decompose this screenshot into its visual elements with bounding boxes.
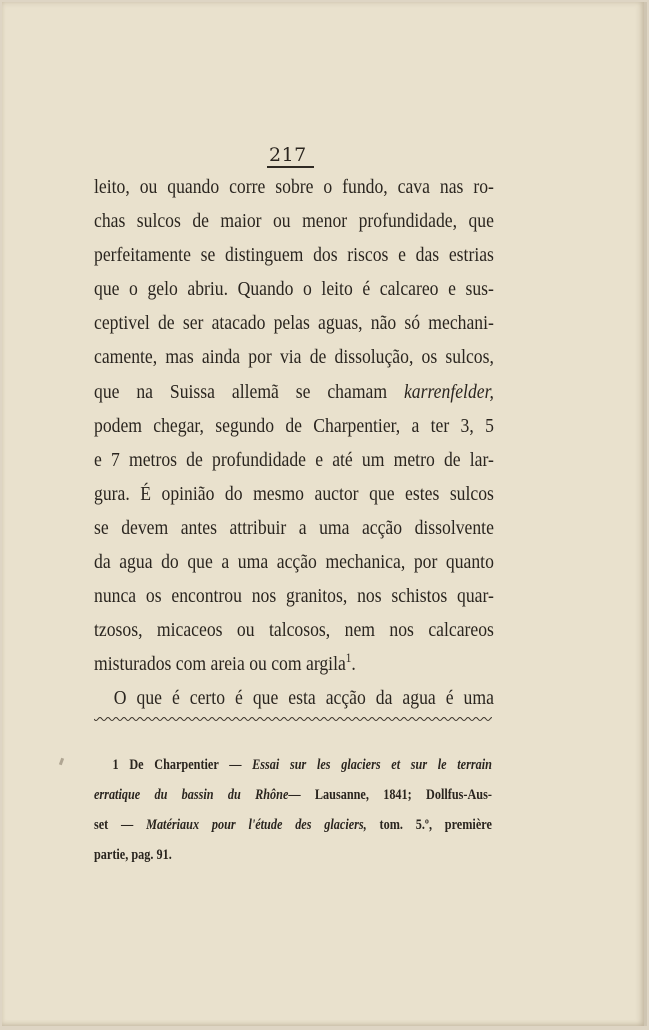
footnote-author: De Charpentier — xyxy=(129,757,242,773)
body-line: e 7 metros de profundidade e até um metro de lar- xyxy=(94,448,494,471)
italic-term: karrenfelder, xyxy=(403,380,494,403)
body-line: podem chegar, segundo de Charpentier, a ter 3, 5 xyxy=(94,414,494,437)
body-line-text: que na Suissa allemã se chamam xyxy=(94,380,388,403)
footnote-title: Essai sur les glaciers et sur le terrain xyxy=(252,757,492,773)
footnote-marker: 1 xyxy=(112,757,119,773)
body-line xyxy=(94,375,494,409)
body-line: tzosos, micaceos ou talcosos, nem nos calcareos xyxy=(94,619,494,642)
body-line: leito, ou quando corre sobre o fundo, cava nas ro- xyxy=(94,176,494,198)
footnote-line: partie, pag. 91. xyxy=(94,847,172,863)
footnotes xyxy=(94,750,492,870)
body-text xyxy=(94,170,494,716)
body-line: se devem antes attribuir a uma acção dissolvente xyxy=(94,516,494,539)
body-line: gura. É opinião do mesmo auctor que estes sulcos xyxy=(94,482,494,505)
body-line: perfeitamente se distinguem dos riscos e das estrias xyxy=(94,244,494,267)
body-line: nunca os encontrou nos granitos, nos schistos quar- xyxy=(94,585,494,608)
footnote-title-cont: erratique du bassin du Rhône xyxy=(94,787,289,803)
stray-ink-mark xyxy=(59,758,64,766)
body-line: que o gelo abriu. Quando o leito é calcareo e sus- xyxy=(94,278,494,301)
footnote-author-cont: set — xyxy=(94,817,134,833)
footnote-line xyxy=(94,750,492,780)
body-line-text: misturados com areia ou com argila xyxy=(94,653,346,676)
body-line: da agua do que a uma acção mechanica, por quanto xyxy=(94,551,494,574)
body-line: camente, mas ainda por via de dissolução, os sulcos, xyxy=(94,346,494,369)
book-page xyxy=(2,2,647,1026)
body-line: O que é certo é que esta acção da agua é uma xyxy=(113,687,494,710)
body-line: chas sulcos de maior ou menor profundidade, que xyxy=(94,210,494,233)
footnote-citation: — Lausanne, 1841; Dollfus-Aus- xyxy=(288,787,492,803)
footnote-reference: 1 xyxy=(345,650,352,666)
body-line: ceptivel de ser atacado pelas aguas, não só mechani- xyxy=(94,312,494,335)
footnote-line xyxy=(94,780,492,810)
footnote-separator xyxy=(94,714,492,724)
footnote-line xyxy=(94,810,492,840)
body-line: misturados com areia ou com argila$^1$. xyxy=(94,650,356,676)
page-number-underline xyxy=(267,166,314,168)
page-number: 217 xyxy=(269,144,307,166)
footnote-volume: tom. 5.º, première xyxy=(379,817,492,833)
footnote-title-2: Matériaux pour l'étude des glaciers, xyxy=(146,817,367,833)
